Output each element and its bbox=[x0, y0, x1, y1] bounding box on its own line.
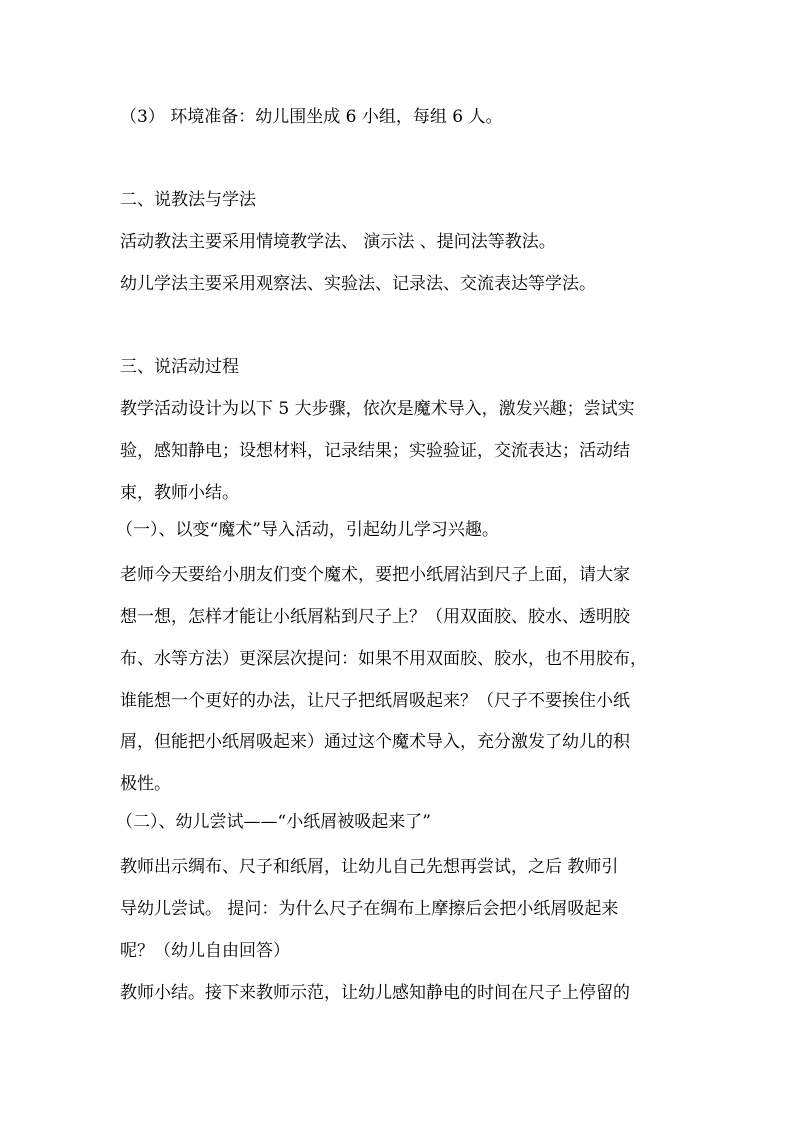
paragraph-line: 教师出示绸布、尺子和纸屑，让幼儿自己先想再尝试，之后 教师引 bbox=[120, 857, 619, 877]
section-heading-process: 三、说活动过程 bbox=[120, 357, 239, 377]
paragraph-line: 想一想，怎样才能让小纸屑粘到尺子上？（用双面胶、胶水、透明胶 bbox=[120, 607, 630, 627]
paragraph-line: 验，感知静电；设想材料，记录结果；实验验证，交流表达；活动结 bbox=[120, 441, 630, 461]
subheading-child-trial: （二）、幼儿尝试——“小纸屑被吸起来了” bbox=[116, 812, 431, 832]
paragraph-line: 呢？（幼儿自由回答） bbox=[120, 941, 290, 961]
learning-methods-line: 幼儿学法主要采用观察法、实验法、记录法、交流表达等学法。 bbox=[120, 274, 596, 294]
subheading-magic-intro: （一）、以变“魔术”导入活动，引起幼儿学习兴趣。 bbox=[116, 520, 499, 540]
paragraph-line: 教学活动设计为以下 5 大步骤，依次是魔术导入，激发兴趣；尝试实 bbox=[120, 399, 635, 419]
paragraph-line: 束，教师小结。 bbox=[120, 483, 239, 503]
paragraph-line: 老师今天要给小朋友们变个魔术，要把小纸屑沾到尺子上面，请大家 bbox=[120, 565, 630, 585]
teaching-methods-line: 活动教法主要采用情境教学法、 演示法 、提问法等教法。 bbox=[120, 232, 556, 252]
paragraph-line: 教师小结。接下来教师示范，让幼儿感知静电的时间在尺子上停留的 bbox=[120, 983, 630, 1003]
section-heading-methods: 二、说教法与学法 bbox=[120, 190, 256, 210]
paragraph-line: 谁能想一个更好的办法，让尺子把纸屑吸起来？（尺子不要挨住小纸 bbox=[120, 691, 630, 711]
paragraph-line: 导幼儿尝试。 提问：为什么尺子在绸布上摩擦后会把小纸屑吸起来 bbox=[120, 899, 619, 919]
paragraph-line: 屑，但能把小纸屑吸起来）通过这个魔术导入，充分激发了幼儿的积 bbox=[120, 732, 630, 752]
env-prep-line: （3） 环境准备：幼儿围坐成 6 小组，每组 6 人。 bbox=[120, 107, 503, 127]
paragraph-line: 布、水等方法）更深层次提问：如果不用双面胶、胶水，也不用胶布， bbox=[120, 649, 647, 669]
paragraph-line: 极性。 bbox=[120, 774, 171, 794]
